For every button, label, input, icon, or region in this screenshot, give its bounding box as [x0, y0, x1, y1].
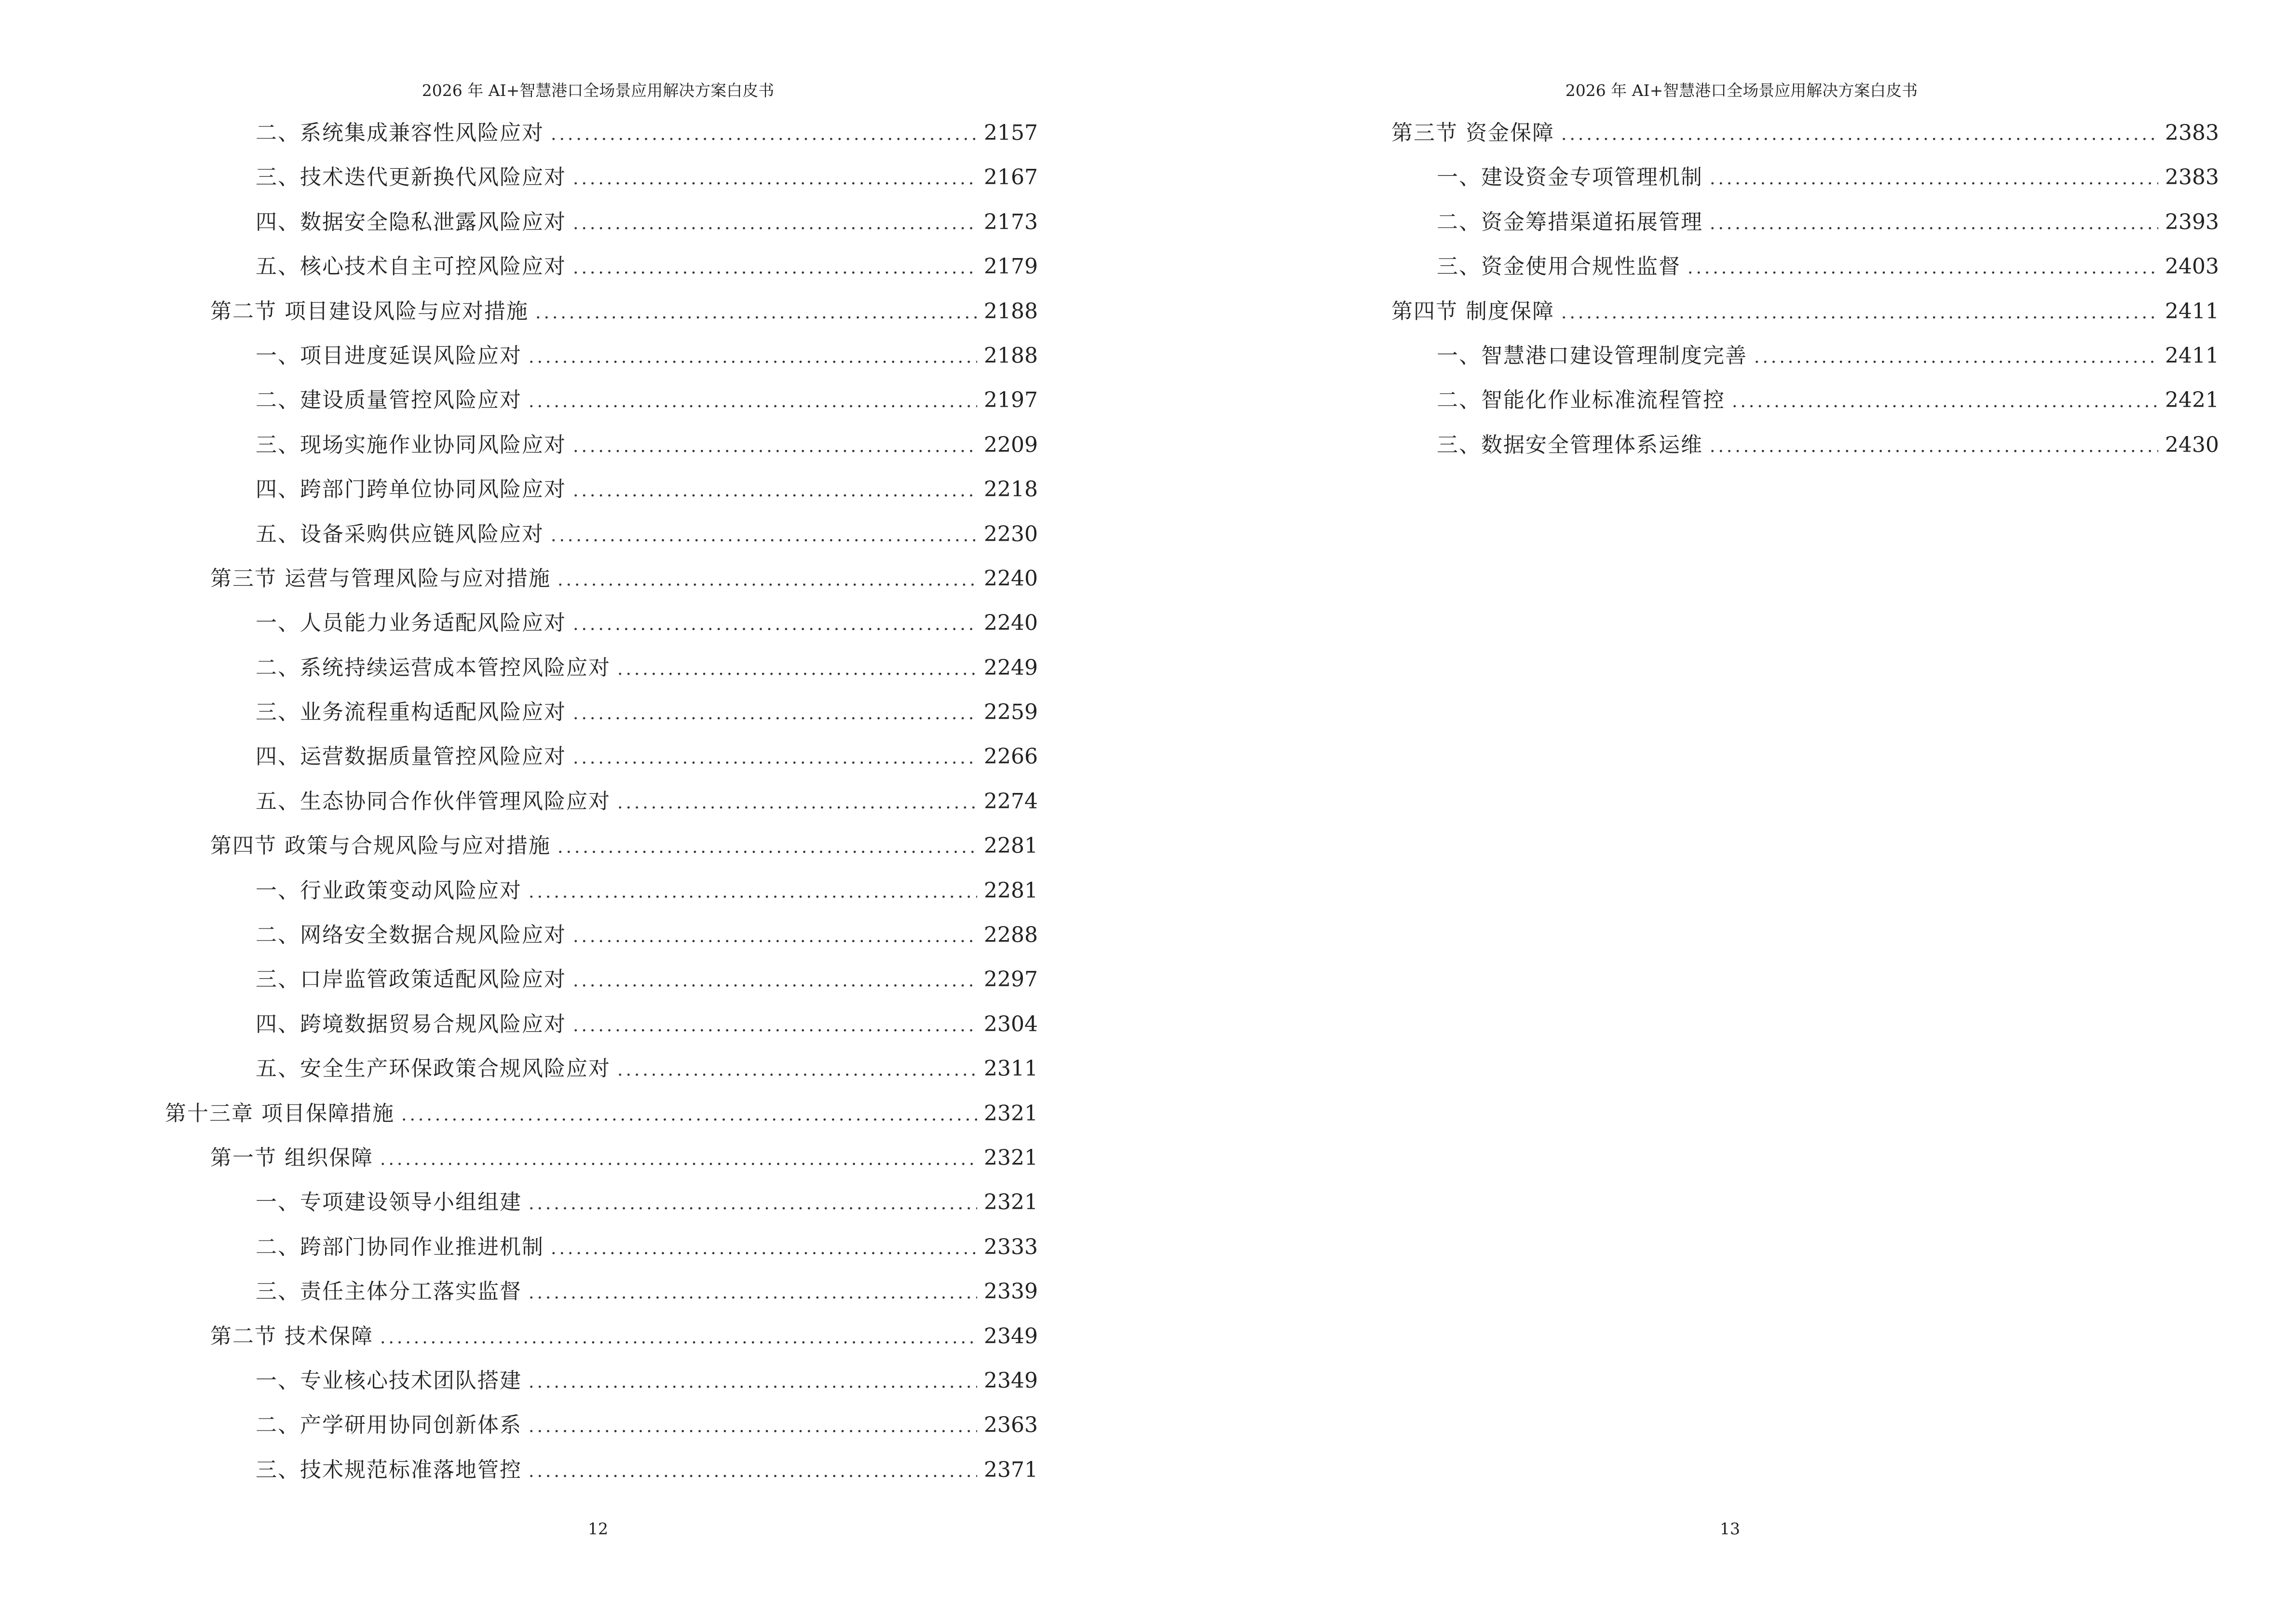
toc-entry-page-number: 2274	[984, 789, 1038, 814]
toc-entry-title: 五、安全生产环保政策合规风险应对	[256, 1056, 611, 1081]
toc-entry[interactable]	[165, 163, 1038, 207]
toc-entry-title: 二、建设质量管控风险应对	[256, 388, 522, 413]
running-header: 2026 年 AI+智慧港口全场景应用解决方案白皮书	[422, 81, 775, 100]
toc-entry-page-number: 2188	[984, 343, 1038, 368]
toc-entry-title: 二、智能化作业标准流程管控	[1437, 388, 1725, 413]
toc-entry-title: 一、项目进度延误风险应对	[256, 343, 522, 368]
toc-entry-page-number: 2304	[984, 1011, 1038, 1037]
dot-leader	[529, 1368, 977, 1397]
toc-entry[interactable]	[1346, 252, 2219, 297]
running-header: 2026 年 AI+智慧港口全场景应用解决方案白皮书	[1565, 81, 1918, 100]
toc-entry[interactable]	[165, 654, 1038, 698]
dot-leader	[529, 343, 977, 372]
dot-leader	[573, 477, 977, 505]
toc-entry-title: 一、行业政策变动风险应对	[256, 878, 522, 903]
toc-entry-page-number: 2339	[984, 1279, 1038, 1304]
toc-entry[interactable]	[1346, 431, 2219, 475]
toc-entry[interactable]	[165, 475, 1038, 519]
toc-entry[interactable]	[165, 119, 1038, 163]
toc-entry-page-number: 2311	[984, 1056, 1038, 1081]
toc-entry[interactable]	[165, 1233, 1038, 1277]
dot-leader	[573, 744, 977, 773]
dot-leader	[380, 1324, 977, 1352]
toc-entry-page-number: 2240	[984, 611, 1038, 636]
toc-entry-title: 四、跨部门跨单位协同风险应对	[256, 477, 566, 502]
toc-entry[interactable]	[165, 787, 1038, 832]
toc-entry-page-number: 2157	[984, 121, 1038, 145]
dot-leader	[551, 1234, 977, 1263]
dot-leader	[1754, 343, 2158, 372]
toc-entry-page-number: 2230	[984, 521, 1038, 546]
toc-entry[interactable]	[165, 564, 1038, 609]
toc-entry[interactable]	[165, 386, 1038, 430]
toc-entry-page-number: 2363	[984, 1413, 1038, 1438]
dot-leader	[617, 789, 977, 818]
toc-entry-title: 五、生态协同合作伙伴管理风险应对	[256, 789, 611, 814]
dot-leader	[617, 655, 977, 684]
toc-entry-page-number: 2371	[984, 1457, 1038, 1482]
toc-entry-title: 第三节 资金保障	[1391, 121, 1554, 145]
toc-entry-title: 五、核心技术自主可控风险应对	[256, 254, 566, 279]
toc-entry-page-number: 2188	[984, 299, 1038, 324]
toc-entry-title: 第二节 项目建设风险与应对措施	[210, 299, 529, 324]
dot-leader	[535, 299, 977, 328]
toc-entry-page-number: 2281	[984, 878, 1038, 903]
toc-entry-title: 第四节 制度保障	[1391, 299, 1554, 324]
toc-entry-page-number: 2218	[984, 477, 1038, 502]
toc-entry-page-number: 2209	[984, 432, 1038, 457]
toc-entry[interactable]	[165, 832, 1038, 876]
toc-entry-page-number: 2297	[984, 967, 1038, 992]
dot-leader	[573, 922, 977, 951]
dot-leader	[401, 1101, 977, 1130]
toc-entry-title: 二、跨部门协同作业推进机制	[256, 1234, 544, 1259]
toc-entry-title: 三、业务流程重构适配风险应对	[256, 700, 566, 725]
toc-entry[interactable]	[165, 208, 1038, 252]
toc-entry[interactable]	[165, 1144, 1038, 1188]
toc-entry-page-number: 2197	[984, 388, 1038, 413]
toc-entry[interactable]	[1346, 297, 2219, 341]
toc-entry[interactable]	[165, 341, 1038, 386]
toc-entry-title: 三、数据安全管理体系运维	[1437, 432, 1703, 457]
right-page	[1144, 0, 2287, 1624]
dot-leader	[1710, 209, 2158, 238]
toc-entry-page-number: 2411	[2165, 299, 2219, 324]
toc-entry[interactable]	[165, 698, 1038, 742]
toc-entry-page-number: 2266	[984, 744, 1038, 769]
toc-entry-page-number: 2281	[984, 833, 1038, 859]
toc-entry-title: 二、产学研用协同创新体系	[256, 1413, 522, 1438]
dot-leader	[1732, 387, 2158, 416]
toc-entry-page-number: 2249	[984, 655, 1038, 680]
toc-entry-title: 三、责任主体分工落实监督	[256, 1279, 522, 1304]
dot-leader	[1710, 164, 2158, 193]
toc-entry[interactable]	[165, 1010, 1038, 1054]
toc-entry[interactable]	[165, 609, 1038, 653]
toc-entry-page-number: 2349	[984, 1368, 1038, 1393]
toc-entry[interactable]	[165, 1456, 1038, 1500]
toc-entry[interactable]	[165, 965, 1038, 1010]
dot-leader	[573, 164, 977, 193]
toc-entry-title: 二、资金筹措渠道拓展管理	[1437, 209, 1703, 234]
dot-leader	[529, 1279, 977, 1308]
toc-entry-page-number: 2321	[984, 1190, 1038, 1215]
toc-entry-page-number: 2288	[984, 923, 1038, 948]
toc-entry-title: 一、专业核心技术团队搭建	[256, 1368, 522, 1393]
toc-entry[interactable]	[165, 1099, 1038, 1144]
dot-leader	[573, 610, 977, 639]
toc-entry-title: 第一节 组织保障	[210, 1145, 373, 1170]
dot-leader	[1688, 254, 2158, 283]
toc-entry[interactable]	[165, 1411, 1038, 1455]
dot-leader	[573, 967, 977, 996]
toc-entry-title: 一、专项建设领导小组组建	[256, 1190, 522, 1215]
toc-entry-title: 三、口岸监管政策适配风险应对	[256, 967, 566, 992]
toc-entry-page-number: 2240	[984, 566, 1038, 591]
toc-entry-title: 一、人员能力业务适配风险应对	[256, 611, 566, 636]
dot-leader	[380, 1145, 977, 1174]
toc-entry[interactable]	[1346, 208, 2219, 252]
dot-leader	[573, 209, 977, 238]
dot-leader	[558, 566, 977, 595]
toc-entry-title: 三、技术迭代更新换代风险应对	[256, 165, 566, 190]
toc-entry[interactable]	[165, 297, 1038, 341]
toc-entry[interactable]	[1346, 386, 2219, 430]
toc-entry-title: 一、建设资金专项管理机制	[1437, 165, 1703, 190]
toc-entry-page-number: 2421	[2165, 388, 2219, 413]
dot-leader	[558, 833, 977, 862]
toc-list	[165, 119, 1038, 1500]
toc-entry-page-number: 2383	[2165, 121, 2219, 145]
toc-entry[interactable]	[165, 431, 1038, 475]
toc-entry-title: 四、数据安全隐私泄露风险应对	[256, 209, 566, 234]
toc-entry-page-number: 2321	[984, 1101, 1038, 1126]
toc-entry[interactable]	[165, 876, 1038, 921]
toc-entry[interactable]	[1346, 119, 2219, 163]
toc-entry[interactable]	[165, 252, 1038, 297]
toc-entry[interactable]	[165, 520, 1038, 564]
dot-leader	[573, 254, 977, 283]
toc-entry-title: 第四节 政策与合规风险与应对措施	[210, 833, 551, 859]
dot-leader	[617, 1056, 977, 1085]
dot-leader	[551, 120, 977, 149]
toc-entry-title: 三、技术规范标准落地管控	[256, 1457, 522, 1482]
dot-leader	[529, 1457, 977, 1486]
dot-leader	[529, 1412, 977, 1441]
toc-entry-title: 三、现场实施作业协同风险应对	[256, 432, 566, 457]
toc-entry-title: 第十三章 项目保障措施	[165, 1101, 395, 1126]
toc-entry[interactable]	[165, 1054, 1038, 1099]
toc-entry-page-number: 2259	[984, 700, 1038, 725]
dot-leader	[529, 1189, 977, 1218]
toc-entry-page-number: 2411	[2165, 343, 2219, 368]
toc-entry-title: 四、运营数据质量管控风险应对	[256, 744, 566, 769]
toc-entry-title: 第三节 运营与管理风险与应对措施	[210, 566, 551, 591]
toc-entry-page-number: 2179	[984, 254, 1038, 279]
toc-entry[interactable]	[165, 921, 1038, 965]
toc-entry-title: 五、设备采购供应链风险应对	[256, 521, 544, 546]
toc-entry[interactable]	[165, 742, 1038, 787]
toc-entry-page-number: 2383	[2165, 165, 2219, 190]
toc-entry-title: 二、网络安全数据合规风险应对	[256, 923, 566, 948]
dot-leader	[551, 521, 977, 550]
dot-leader	[1561, 299, 2158, 328]
toc-entry[interactable]	[165, 1322, 1038, 1366]
toc-entry[interactable]	[1346, 341, 2219, 386]
toc-entry-page-number: 2321	[984, 1145, 1038, 1170]
toc-entry-title: 四、跨境数据贸易合规风险应对	[256, 1011, 566, 1037]
toc-entry[interactable]	[165, 1188, 1038, 1232]
toc-entry-title: 二、系统集成兼容性风险应对	[256, 121, 544, 145]
dot-leader	[1561, 120, 2158, 149]
toc-entry-page-number: 2393	[2165, 209, 2219, 234]
dot-leader	[573, 699, 977, 728]
toc-entry-page-number: 2333	[984, 1234, 1038, 1259]
toc-entry[interactable]	[165, 1366, 1038, 1411]
dot-leader	[573, 1011, 977, 1040]
toc-entry[interactable]	[1346, 163, 2219, 207]
toc-entry-page-number: 2403	[2165, 254, 2219, 279]
page-number: 13	[1720, 1519, 1740, 1538]
page-number: 12	[588, 1519, 608, 1538]
toc-entry-page-number: 2167	[984, 165, 1038, 190]
dot-leader	[529, 878, 977, 907]
toc-entry-page-number: 2430	[2165, 432, 2219, 457]
toc-entry-title: 二、系统持续运营成本管控风险应对	[256, 655, 611, 680]
dot-leader	[573, 432, 977, 461]
toc-list	[1346, 119, 2219, 475]
toc-entry-page-number: 2349	[984, 1324, 1038, 1349]
dot-leader	[529, 387, 977, 416]
toc-entry-title: 三、资金使用合规性监督	[1437, 254, 1681, 279]
toc-entry-page-number: 2173	[984, 209, 1038, 234]
toc-entry-title: 第二节 技术保障	[210, 1324, 373, 1349]
dot-leader	[1710, 432, 2158, 461]
toc-entry-title: 一、智慧港口建设管理制度完善	[1437, 343, 1747, 368]
toc-entry[interactable]	[165, 1277, 1038, 1322]
